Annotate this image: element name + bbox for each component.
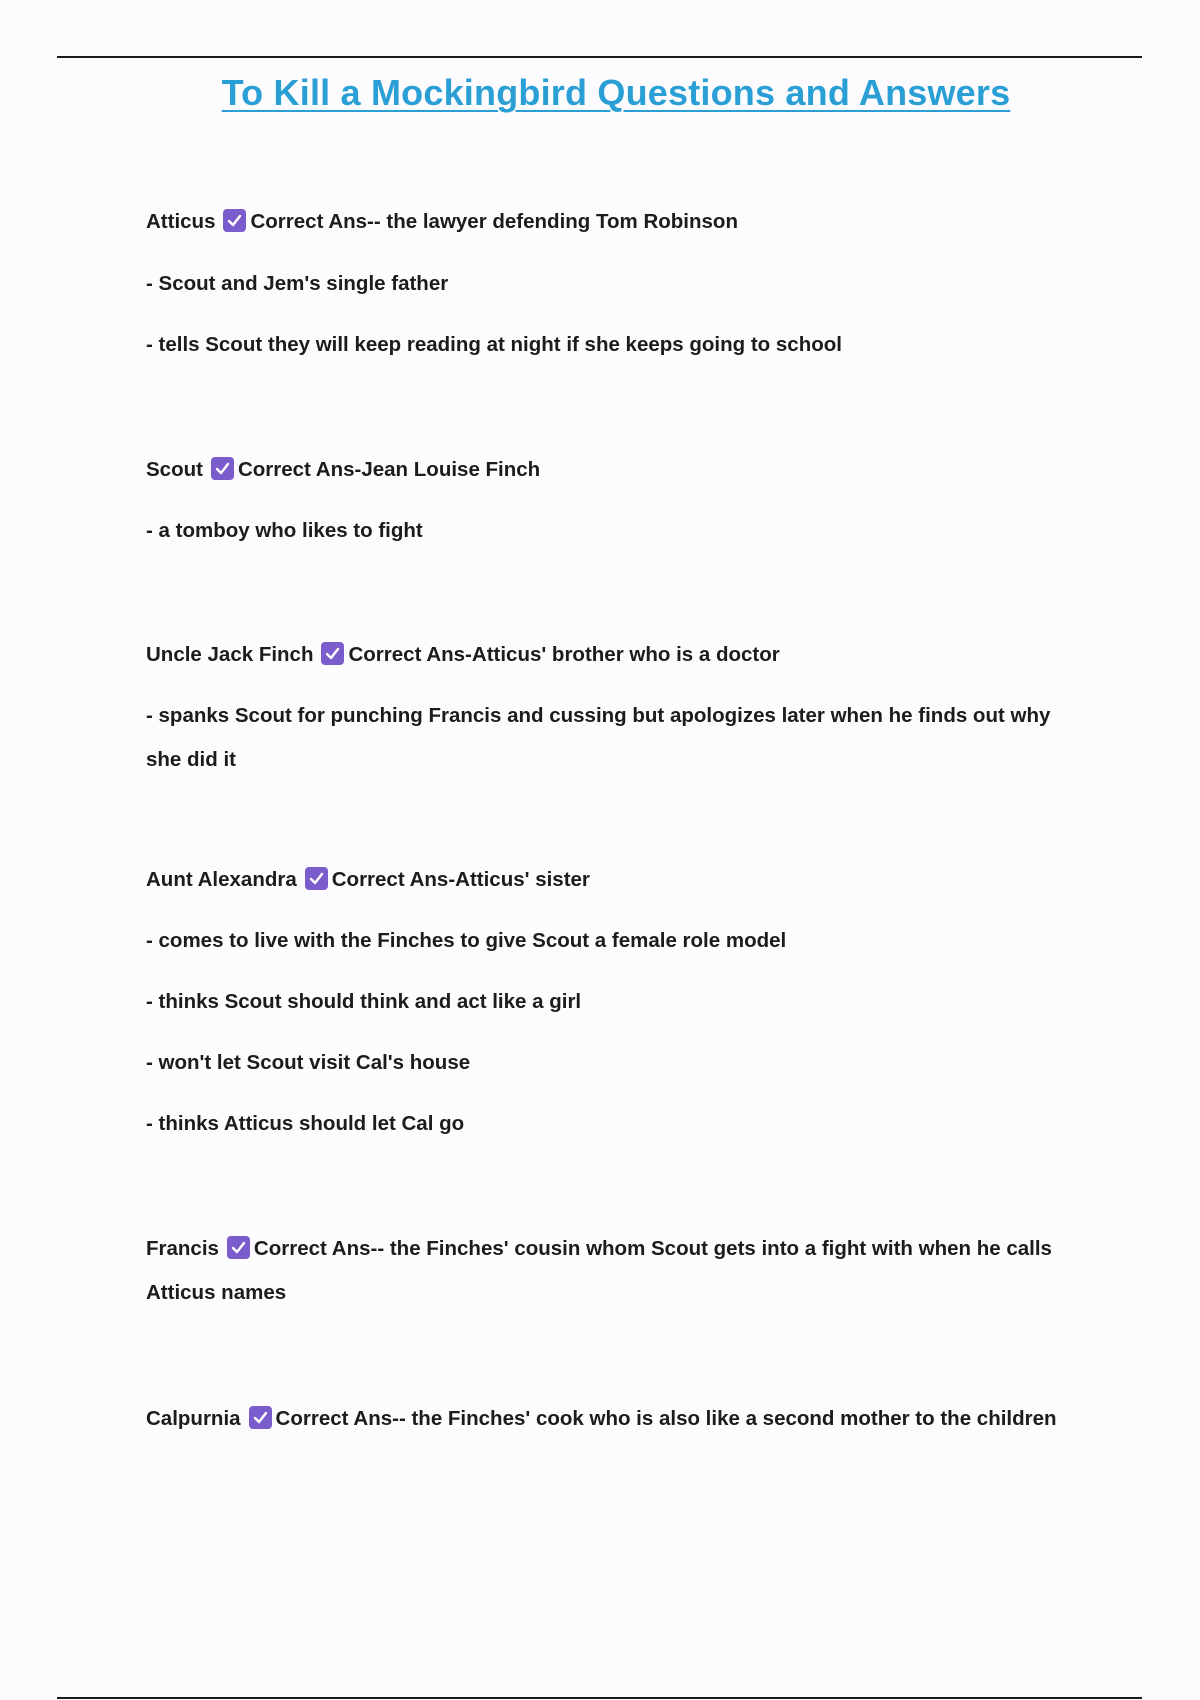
detail-line: - spanks Scout for punching Francis and cussing but apologizes later when he finds out why she did it	[146, 704, 1051, 771]
answer: Correct Ans-- the Finches' cook who is also like a second mother to the children	[275, 1407, 1057, 1430]
question-line	[146, 858, 1076, 919]
detail-line: - tells Scout they will keep reading at night if she keeps going to school	[146, 333, 842, 356]
detail-line: - Scout and Jem's single father	[146, 272, 449, 295]
answer: Correct Ans-Jean Louise Finch	[237, 458, 541, 481]
term: Aunt Alexandra	[146, 868, 297, 891]
answer: Correct Ans-- the Finches' cousin whom Scout gets into a fight with when he calls Atticus names	[146, 1237, 1052, 1304]
question-line	[146, 200, 1076, 262]
bottom-rule	[57, 1697, 1142, 1699]
checkbox-checked-icon	[227, 1236, 250, 1259]
qa-entry-atticus	[146, 200, 1076, 384]
detail-line: - thinks Scout should think and act like a girl	[146, 990, 582, 1013]
checkbox-checked-icon	[305, 867, 328, 890]
detail-line: - won't let Scout visit Cal's house	[146, 1051, 471, 1074]
detail-line: - comes to live with the Finches to give Scout a female role model	[146, 929, 787, 952]
answer: Correct Ans-- the lawyer defending Tom Robinson	[250, 210, 738, 233]
question-line	[146, 448, 1076, 509]
qa-entry-calpurnia	[146, 1397, 1076, 1458]
qa-entry-francis	[146, 1227, 1076, 1315]
question-line	[146, 633, 1076, 694]
qa-entry-scout	[146, 448, 1076, 570]
detail-line: - a tomboy who likes to fight	[146, 519, 423, 542]
term: Francis	[146, 1237, 219, 1260]
answer: Correct Ans-Atticus' sister	[331, 868, 590, 891]
detail-line: - thinks Atticus should let Cal go	[146, 1112, 465, 1135]
question-line	[146, 1397, 1076, 1458]
checkbox-checked-icon	[223, 209, 246, 232]
term: Uncle Jack Finch	[146, 643, 314, 666]
term: Atticus	[146, 210, 216, 233]
page-title: To Kill a Mockingbird Questions and Answers	[221, 72, 1011, 113]
term: Calpurnia	[146, 1407, 241, 1430]
qa-entry-aunt-alexandra	[146, 858, 1076, 1163]
checkbox-checked-icon	[249, 1406, 272, 1429]
question-line	[146, 1227, 1076, 1315]
term: Scout	[146, 458, 203, 481]
qa-list	[146, 200, 1076, 1458]
checkbox-checked-icon	[211, 457, 234, 480]
top-rule	[57, 56, 1142, 58]
qa-entry-uncle-jack	[146, 633, 1076, 782]
checkbox-checked-icon	[321, 642, 344, 665]
answer: Correct Ans-Atticus' brother who is a doctor	[348, 643, 780, 666]
